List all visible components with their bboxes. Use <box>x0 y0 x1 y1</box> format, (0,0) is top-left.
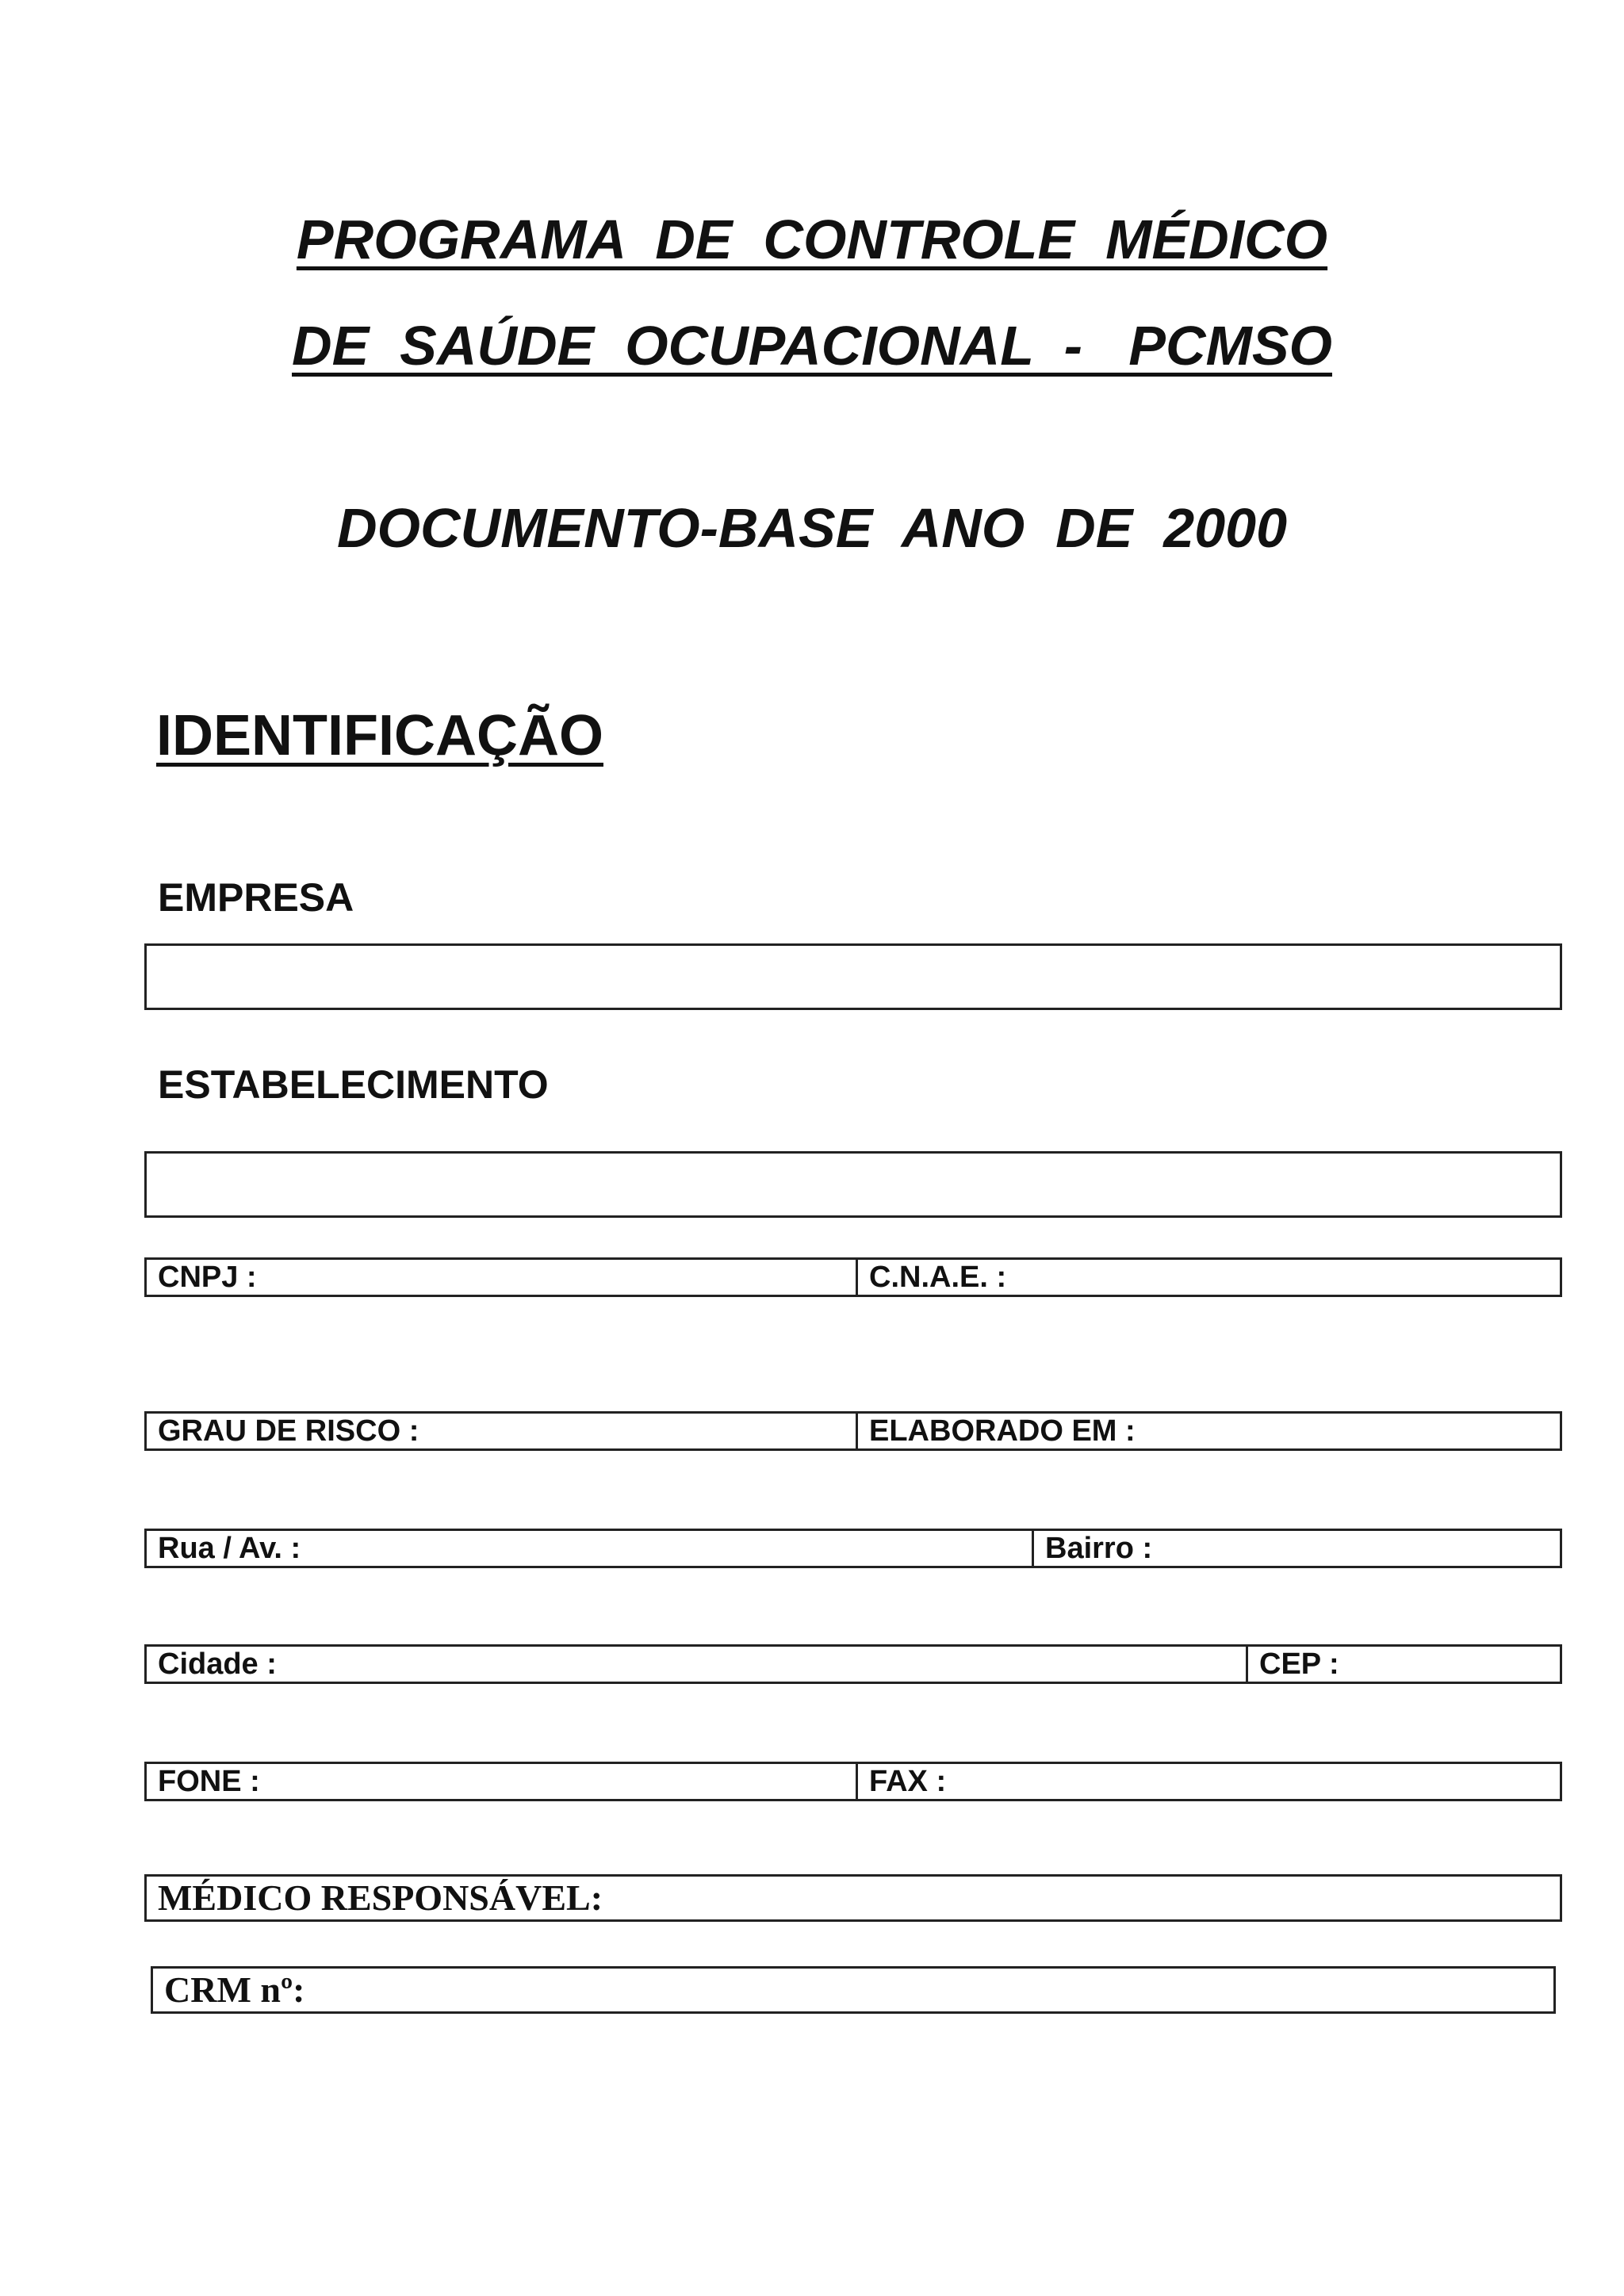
fone-field[interactable] <box>147 1764 856 1799</box>
cep-field[interactable] <box>1246 1647 1560 1682</box>
cep-label: CEP : <box>1259 1647 1339 1681</box>
rua-label: Rua / Av. : <box>158 1532 301 1565</box>
medico-responsavel-field[interactable] <box>144 1874 1562 1922</box>
title-line-2-text: DE SAÚDE OCUPACIONAL - PCMSO <box>292 315 1332 377</box>
fone-fax-row <box>144 1762 1562 1801</box>
grau-de-risco-label: GRAU DE RISCO : <box>158 1414 419 1448</box>
grau-risco-elaborado-row <box>144 1411 1562 1451</box>
grau-de-risco-field[interactable] <box>147 1414 856 1448</box>
fone-label: FONE : <box>158 1765 260 1798</box>
estabelecimento-field[interactable] <box>144 1151 1562 1218</box>
empresa-field[interactable] <box>144 943 1562 1010</box>
cnpj-label: CNPJ : <box>158 1261 257 1294</box>
fax-field[interactable] <box>856 1764 1560 1799</box>
cnpj-field[interactable] <box>147 1260 856 1295</box>
document-subtitle: DOCUMENTO-BASE ANO DE 2000 <box>337 497 1287 559</box>
cnpj-cnae-row <box>144 1257 1562 1297</box>
medico-responsavel-label: MÉDICO RESPONSÁVEL: <box>158 1877 603 1918</box>
estabelecimento-label: ESTABELECIMENTO <box>158 1062 549 1107</box>
title-line-1 <box>0 208 1624 271</box>
cnae-label: C.N.A.E. : <box>869 1261 1007 1294</box>
crm-field[interactable] <box>151 1966 1556 2014</box>
elaborado-em-field[interactable] <box>856 1414 1560 1448</box>
cnae-field[interactable] <box>856 1260 1560 1295</box>
bairro-field[interactable] <box>1032 1531 1560 1566</box>
title-line-2 <box>0 314 1624 377</box>
fax-label: FAX : <box>869 1765 947 1798</box>
cidade-field[interactable] <box>147 1647 1246 1682</box>
cidade-cep-row <box>144 1644 1562 1684</box>
title-line-1-text: PROGRAMA DE CONTROLE MÉDICO <box>296 209 1328 270</box>
section-heading-identificacao: IDENTIFICAÇÃO <box>156 704 603 767</box>
rua-field[interactable] <box>147 1531 1032 1566</box>
bairro-label: Bairro : <box>1045 1532 1153 1565</box>
rua-bairro-row <box>144 1529 1562 1568</box>
cidade-label: Cidade : <box>158 1647 277 1681</box>
empresa-label: EMPRESA <box>158 875 354 920</box>
elaborado-em-label: ELABORADO EM : <box>869 1414 1136 1448</box>
crm-label: CRM nº: <box>164 1969 305 2010</box>
